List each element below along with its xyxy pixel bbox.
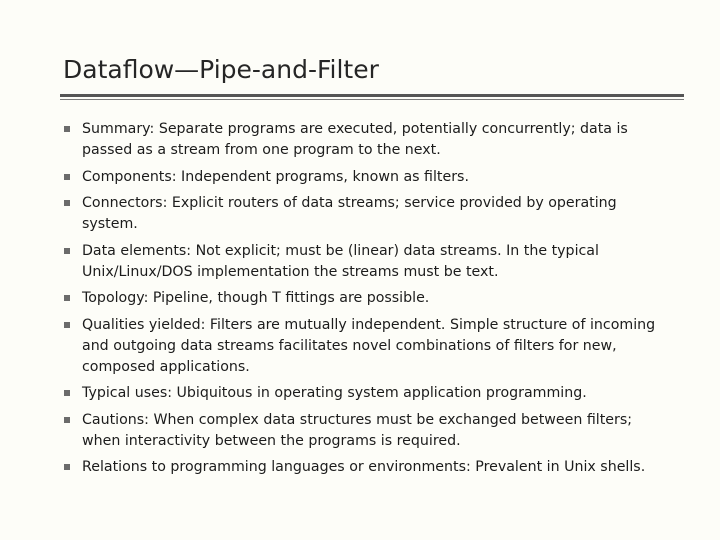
bullet-item-qualities (64, 315, 664, 378)
bullet-item-cautions (64, 410, 664, 452)
bullet-text: Qualities yielded: Filters are mutually independent. Simple structure of incoming and outgoing data streams facilitates novel combinations of filters for new, composed applications. (82, 316, 656, 375)
square-bullet-icon (64, 322, 70, 328)
bullet-list (64, 119, 664, 484)
square-bullet-icon (64, 295, 70, 301)
bullet-item-typical-uses (64, 383, 664, 404)
square-bullet-icon (64, 248, 70, 254)
slide-title: Dataflow—Pipe-and-Filter (63, 55, 379, 84)
bullet-item-components (64, 167, 664, 188)
bullet-text: Cautions: When complex data structures must be exchanged between filters; when interactivity between the programs is required. (82, 411, 632, 449)
title-underline-thin (60, 99, 684, 100)
bullet-item-connectors (64, 193, 664, 235)
square-bullet-icon (64, 200, 70, 206)
bullet-text: Typical uses: Ubiquitous in operating system application programming. (82, 385, 587, 401)
square-bullet-icon (64, 464, 70, 470)
square-bullet-icon (64, 417, 70, 423)
square-bullet-icon (64, 126, 70, 132)
bullet-text: Connectors: Explicit routers of data streams; service provided by operating system. (82, 195, 617, 232)
bullet-item-data-elements (64, 241, 664, 283)
bullet-item-topology (64, 288, 664, 309)
bullet-text: Components: Independent programs, known as filters. (82, 168, 469, 185)
bullet-item-relations (64, 457, 664, 478)
bullet-text: Topology: Pipeline, though T fittings are possible. (82, 290, 430, 306)
square-bullet-icon (64, 390, 70, 396)
bullet-item-summary (64, 119, 664, 161)
bullet-text: Data elements: Not explicit; must be (linear) data streams. In the typical Unix/Linux/DOS implementation the streams must be text. (82, 242, 599, 280)
bullet-text: Relations to programming languages or environments: Prevalent in Unix shells. (82, 459, 646, 475)
bullet-text: Summary: Separate programs are executed, potentially concurrently; data is passed as a stream from one program to the next. (82, 121, 628, 158)
square-bullet-icon (64, 174, 70, 180)
title-underline-thick (60, 94, 684, 97)
